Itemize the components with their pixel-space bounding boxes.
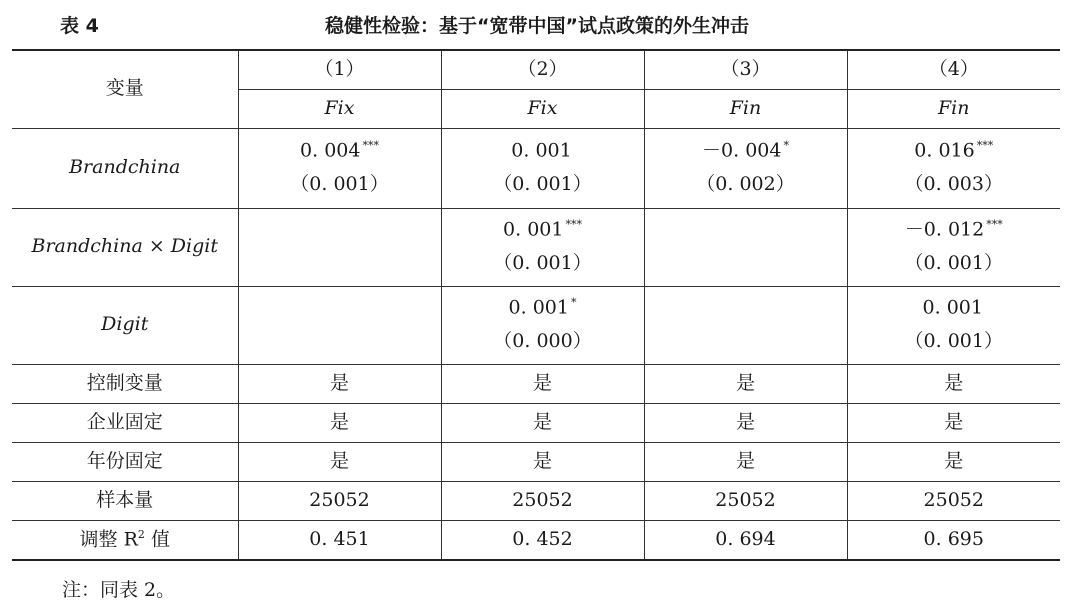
row-brandchina <box>12 128 1060 208</box>
coef-value: 0. 004 <box>300 139 361 162</box>
cell-value: 是 <box>847 442 1060 481</box>
cell <box>441 128 644 208</box>
cell-value: 0. 451 <box>238 520 441 560</box>
row-adj-r2 <box>12 520 1060 560</box>
col-num: （1） <box>238 50 441 89</box>
row-sample-size <box>12 481 1060 520</box>
r2-label-suffix: 值 <box>144 527 170 550</box>
cell-value: 25052 <box>238 481 441 520</box>
table-title: 稳健性检验：基于“宽带中国”试点政策的外生冲击 <box>325 15 749 37</box>
cell <box>644 208 847 286</box>
significance-stars: *** <box>565 217 582 231</box>
cell-value: 是 <box>644 442 847 481</box>
cell-value: 是 <box>238 442 441 481</box>
significance-stars: * <box>783 138 789 152</box>
cell-value: 是 <box>441 442 644 481</box>
cell-value: 25052 <box>441 481 644 520</box>
coef-value: －0. 012 <box>904 218 985 241</box>
std-error: （0. 003） <box>904 173 1003 196</box>
row-label: 年份固定 <box>12 442 238 481</box>
cell-value: 0. 694 <box>644 520 847 560</box>
col-num: （4） <box>847 50 1060 89</box>
significance-stars: * <box>570 295 577 309</box>
row-label <box>12 520 238 560</box>
cell <box>644 286 847 364</box>
std-error: （0. 001） <box>493 173 592 196</box>
significance-stars: *** <box>976 138 994 152</box>
table-caption <box>12 11 1062 41</box>
col-depvar: Fix <box>441 89 644 128</box>
col-num: （2） <box>441 50 644 89</box>
cell <box>238 208 441 286</box>
header-variable: 变量 <box>12 50 238 128</box>
cell-value: 是 <box>441 364 644 403</box>
std-error: （0. 000） <box>493 330 592 353</box>
significance-stars: *** <box>362 138 379 152</box>
row-label: Digit <box>12 286 238 364</box>
table-label: 表 4 <box>60 15 99 37</box>
row-label: Brandchina <box>12 128 238 208</box>
cell-value: 是 <box>847 364 1060 403</box>
cell-value: 是 <box>644 364 847 403</box>
std-error: （0. 001） <box>904 330 1003 353</box>
row-year-fe <box>12 442 1060 481</box>
table-note: 注：同表 2。 <box>62 579 176 601</box>
cell-value: 是 <box>847 403 1060 442</box>
col-depvar: Fin <box>644 89 847 128</box>
coef-value: －0. 004 <box>702 139 782 162</box>
row-brandchina-x-digit <box>12 208 1060 286</box>
cell <box>441 286 644 364</box>
std-error: （0. 001） <box>493 252 592 275</box>
cell-value: 是 <box>644 403 847 442</box>
coef-value: 0. 001 <box>503 218 564 241</box>
header-row-numbers <box>12 50 1060 89</box>
cell <box>847 128 1060 208</box>
std-error: （0. 002） <box>696 173 795 196</box>
row-label: 控制变量 <box>12 364 238 403</box>
cell-value: 是 <box>441 403 644 442</box>
coef-value: 0. 001 <box>922 296 983 319</box>
cell <box>847 208 1060 286</box>
std-error: （0. 001） <box>904 252 1003 275</box>
cell <box>847 286 1060 364</box>
col-num: （3） <box>644 50 847 89</box>
regression-table <box>12 49 1060 561</box>
row-digit <box>12 286 1060 364</box>
significance-stars: *** <box>986 217 1003 231</box>
row-label: Brandchina × Digit <box>12 208 238 286</box>
coef-value: 0. 001 <box>508 296 569 319</box>
cell-value: 25052 <box>847 481 1060 520</box>
std-error: （0. 001） <box>290 173 389 196</box>
cell-value: 0. 695 <box>847 520 1060 560</box>
cell <box>238 286 441 364</box>
row-controls <box>12 364 1060 403</box>
row-firm-fe <box>12 403 1060 442</box>
cell <box>441 208 644 286</box>
col-depvar: Fix <box>238 89 441 128</box>
col-depvar: Fin <box>847 89 1060 128</box>
cell-value: 是 <box>238 364 441 403</box>
row-label: 企业固定 <box>12 403 238 442</box>
r2-label-prefix: 调整 R <box>79 527 138 550</box>
coef-value: 0. 016 <box>914 139 975 162</box>
cell-value: 0. 452 <box>441 520 644 560</box>
cell <box>238 128 441 208</box>
cell <box>644 128 847 208</box>
r2-label-superscript: 2 <box>137 527 145 541</box>
cell-value: 25052 <box>644 481 847 520</box>
row-label: 样本量 <box>12 481 238 520</box>
cell-value: 是 <box>238 403 441 442</box>
coef-value: 0. 001 <box>511 139 572 162</box>
